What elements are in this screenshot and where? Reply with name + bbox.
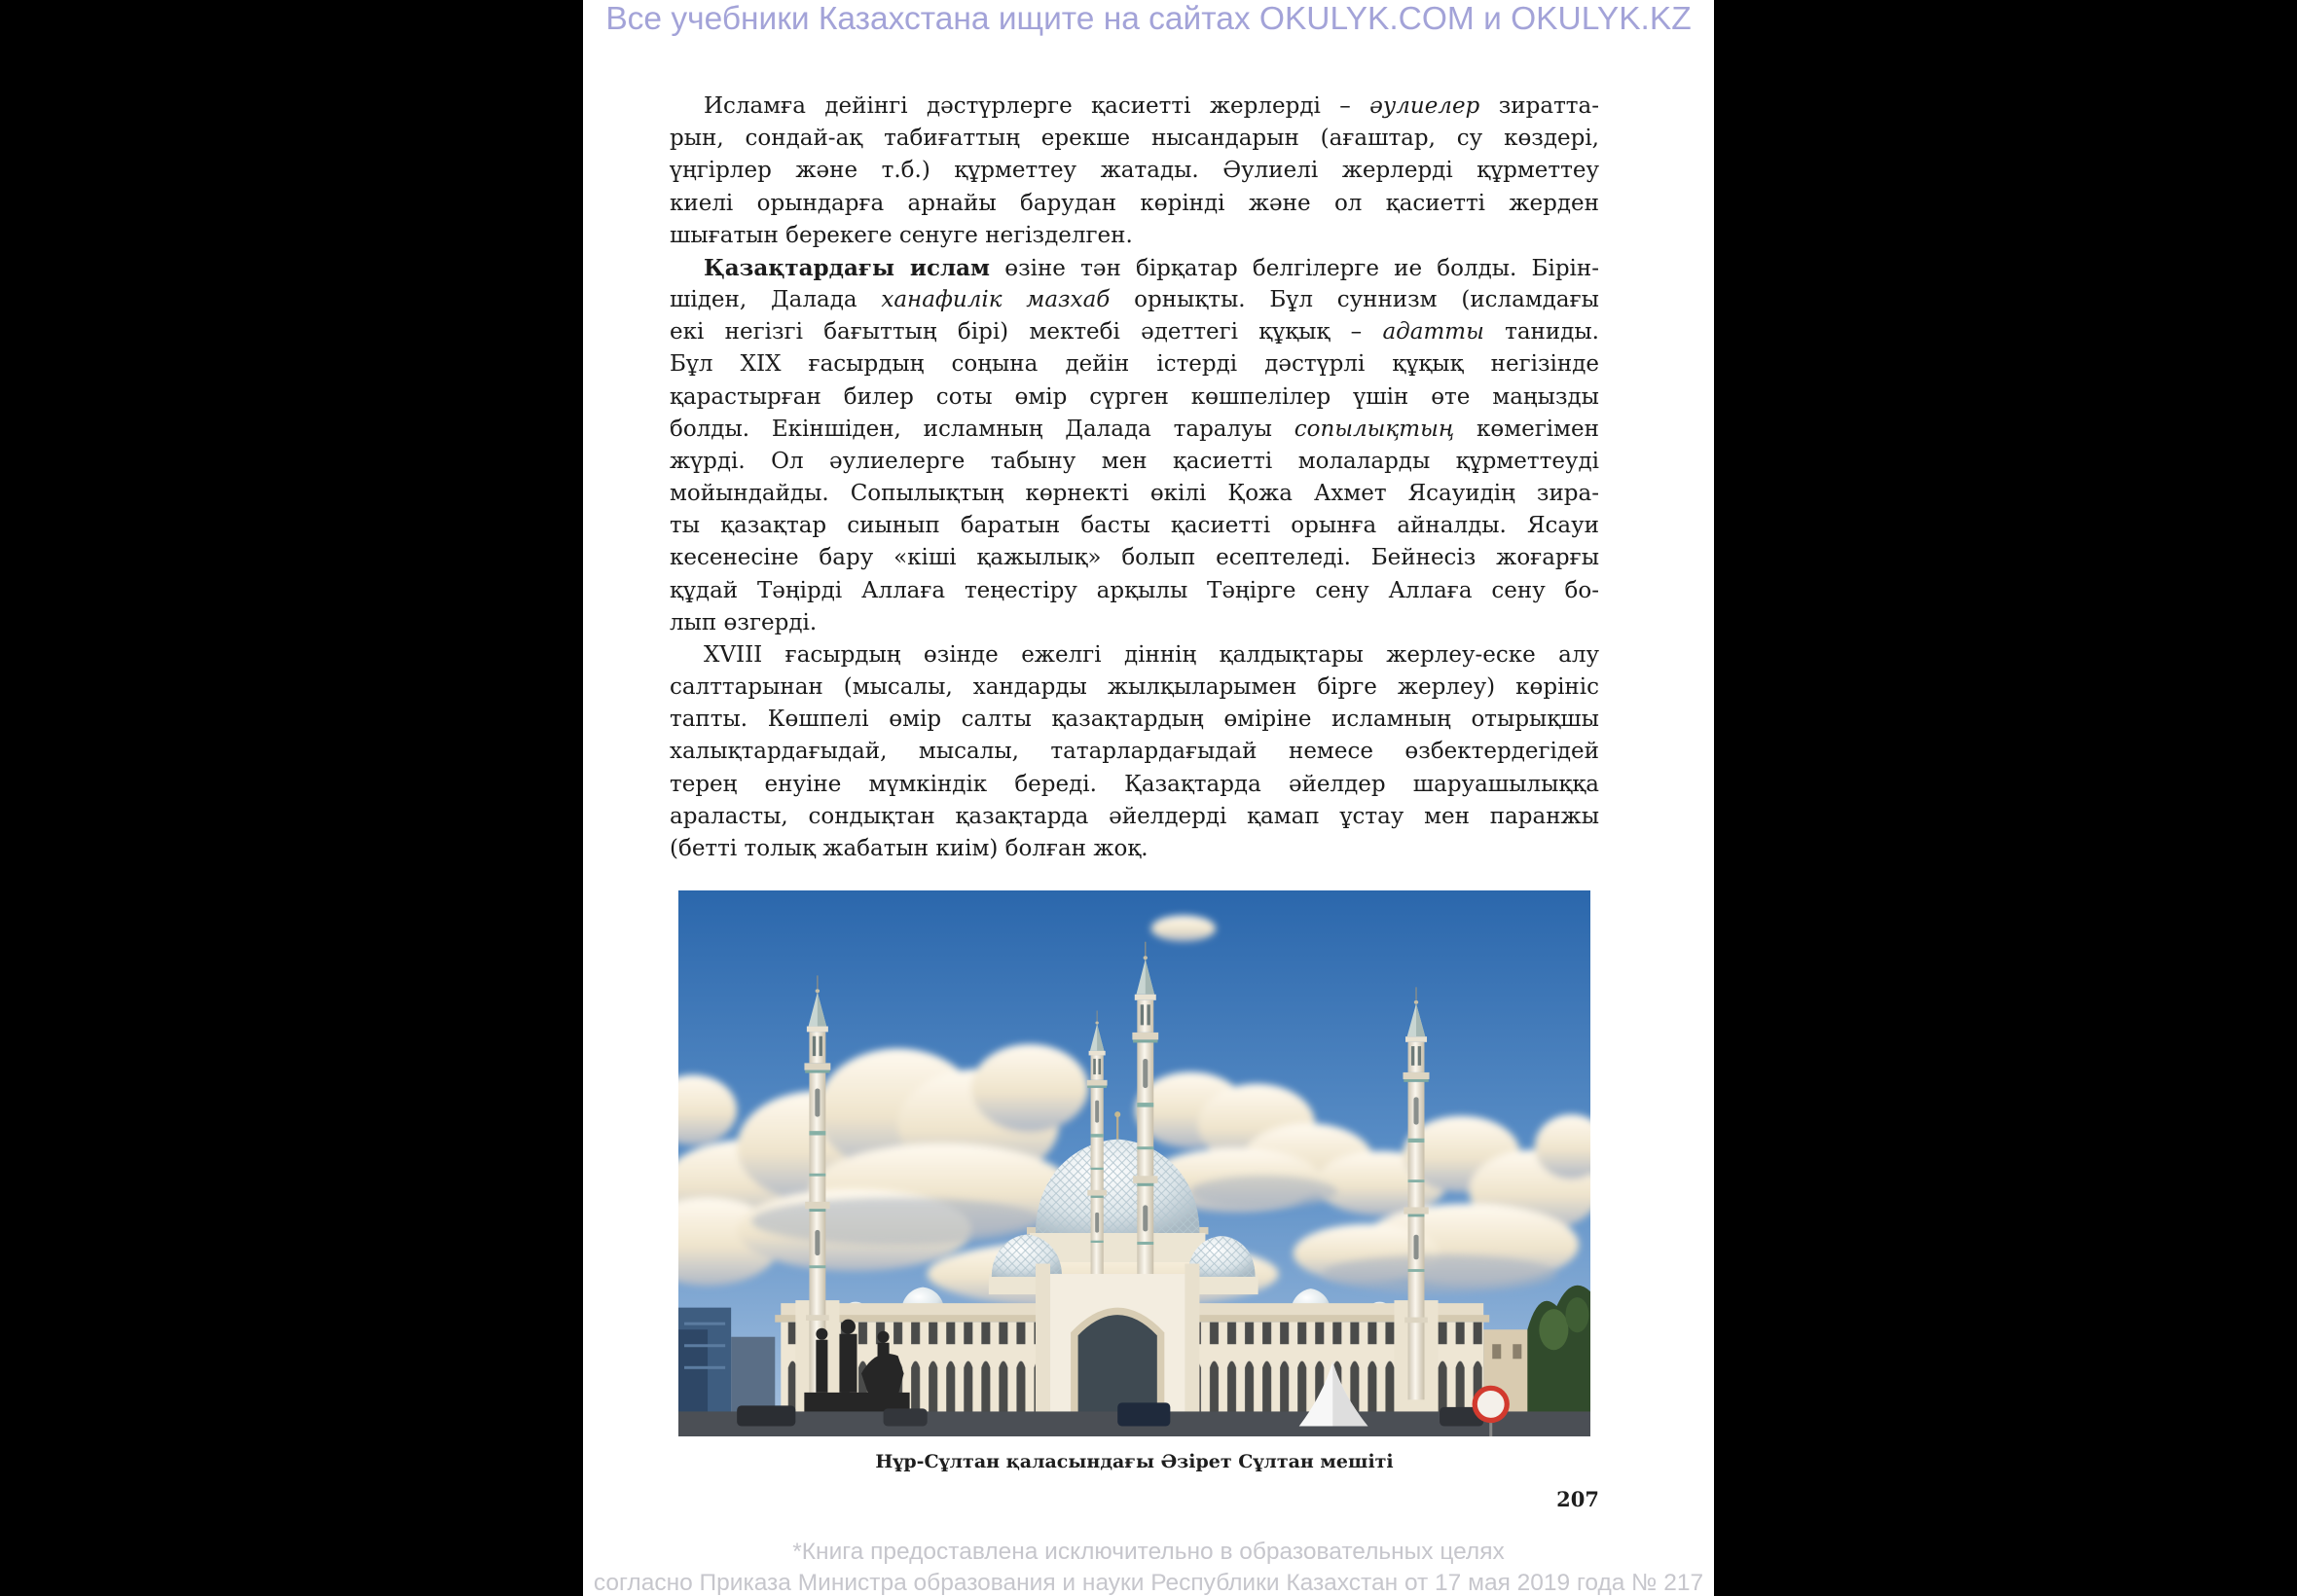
italic-term: адатты — [1382, 319, 1484, 345]
text-line: терең енуіне мүмкіндік береді. Қазақтарда әйелдер шаруашылыққа — [670, 771, 1599, 797]
text-line — [670, 91, 1599, 123]
text-line: лып өзгерді. — [670, 609, 818, 635]
text-line — [670, 252, 1599, 284]
text-line: Бұл XIX ғасырдың соңына дейін істерді дәстүрлі құқық негізінде — [670, 351, 1599, 378]
text-run: көмегімен — [1454, 416, 1599, 442]
paragraph — [670, 252, 1599, 639]
text-run: таниды. — [1483, 319, 1599, 345]
text-run: зиратта- — [1479, 93, 1599, 119]
mosque-photo — [678, 890, 1590, 1436]
footer-notice-line-1: *Книга предоставлена исключительно в образовательных целях — [792, 1539, 1505, 1565]
text-run: шіден, Далада — [670, 287, 882, 313]
bold-term: Қазақтардағы ислам — [704, 254, 991, 281]
text-run: Исламға дейінгі дәстүрлерге қасиетті жерлерді – — [704, 93, 1370, 119]
text-line: XVIII ғасырдың өзінде ежелгі діннің қалдықтары жерлеу-еске алу — [704, 641, 1599, 668]
text-line: құдай Тәңірді Аллаға теңестіру арқылы Тәңірге сену Аллаға сену бо- — [670, 577, 1599, 603]
text-line: ты қазақтар сиынып баратын басты қасиетті орынға айналды. Ясауи — [670, 513, 1599, 539]
text-line — [670, 316, 1599, 348]
text-line: киелі орындарға арнайы барудан көрінді және ол қасиетті жерден — [670, 190, 1599, 216]
text-run: өзіне тән бірқатар белгілерге ие болды. Бірін- — [990, 255, 1599, 281]
text-line: тапты. Көшпелі өмір салты қазақтардың өміріне исламның отырықшы — [670, 707, 1599, 733]
italic-term: ханафилік мазхаб — [881, 287, 1111, 313]
text-run: орнықты. Бұл суннизм (исламдағы — [1110, 287, 1599, 313]
footer-notice-line-2: согласно Приказа Министра образования и науки Республики Казахстан от 17 мая 2019 года № 217 — [593, 1570, 1704, 1596]
text-line: кесенесіне бару «кіші қажылық» болып есептеледі. Бейнесіз жоғарғы — [670, 545, 1599, 571]
textbook-page — [583, 0, 1714, 1596]
text-line: араласты, сондықтан қазақтарда әйелдерді қамап ұстау мен паранжы — [670, 803, 1599, 829]
text-line — [670, 414, 1599, 446]
body-text — [670, 91, 1599, 865]
text-line: рын, сондай-ақ табиғаттың ерекше нысандарын (ағаштар, су көздері, — [670, 126, 1599, 152]
paragraph — [670, 639, 1599, 865]
figure-caption: Нұр-Сұлтан қаласындағы Әзірет Сұлтан мешіті — [875, 1451, 1394, 1472]
text-line: халықтардағыдай, мысалы, татарлардағыдай немесе өзбектердегідей — [670, 739, 1599, 765]
text-run: екі негізгі бағыттың бірі) мектебі әдеттегі құқық – — [670, 319, 1383, 345]
text-line — [670, 284, 1599, 316]
text-run: болды. Екіншіден, исламның Далада таралуы — [670, 416, 1294, 442]
text-line: мойындайды. Сопылықтың көрнекті өкілі Қожа Ахмет Ясауидің зира- — [670, 481, 1599, 507]
paragraph — [670, 91, 1599, 252]
text-line: жүрді. Ол әулиелерге табыну мен қасиетті молаларды құрметтеуді — [670, 448, 1599, 474]
text-line: салттарынан (мысалы, хандарды жылқыларымен бірге жерлеу) көрініс — [670, 674, 1599, 701]
italic-term: әулиелер — [1369, 93, 1480, 119]
page-number: 207 — [1556, 1487, 1599, 1511]
italic-term: сопылықтың — [1294, 416, 1455, 442]
text-line: қарастырған билер соты өмір сүрген көшпелілер үшін өте маңызды — [670, 383, 1599, 410]
watermark-top: Все учебники Казахстана ищите на сайтах OKULYK.COM и OKULYK.KZ — [605, 1, 1692, 37]
text-line: (бетті толық жабатын киім) болған жоқ. — [670, 835, 1148, 861]
text-line: үңгірлер және т.б.) құрметтеу жатады. Әулиелі жерлерді құрметтеу — [670, 158, 1599, 184]
text-line: шығатын берекеге сенуге негізделген. — [670, 222, 1133, 248]
